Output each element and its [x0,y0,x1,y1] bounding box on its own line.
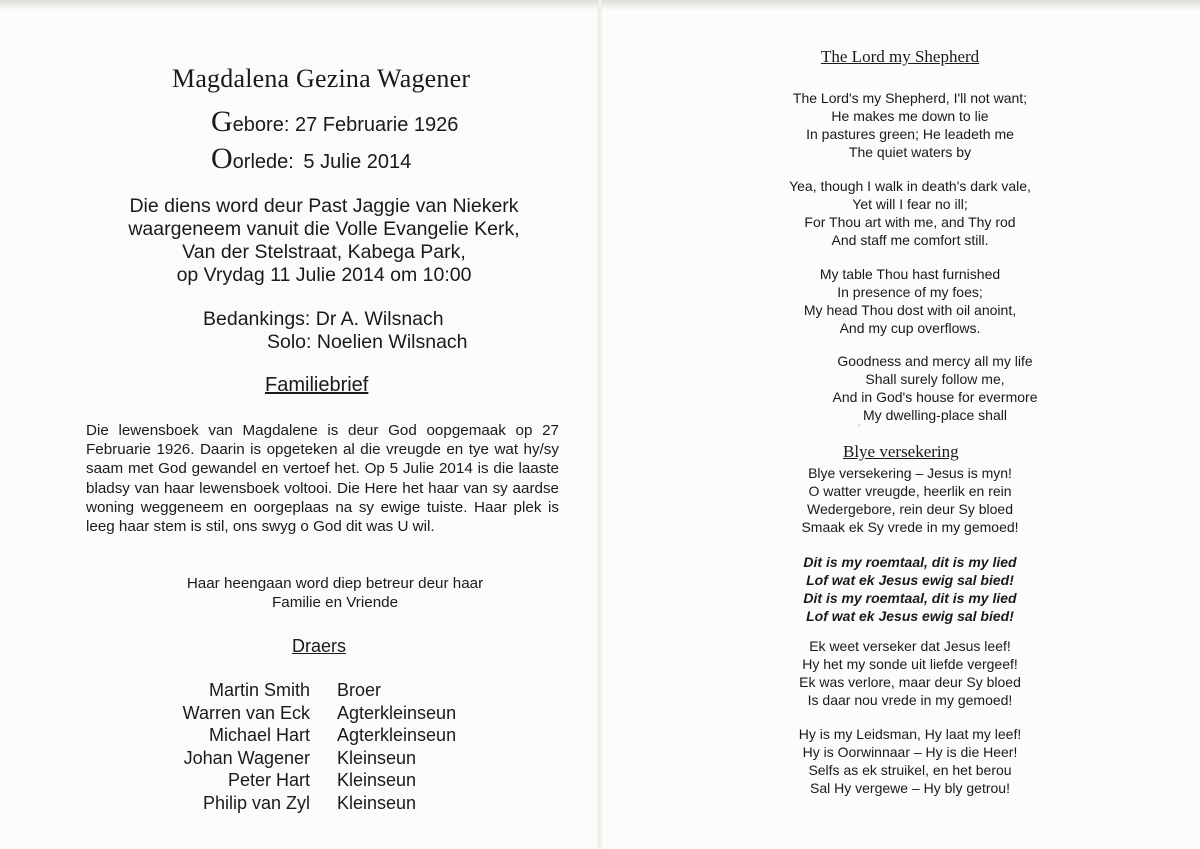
bearers-heading: Draers [292,636,347,656]
hymn-line: The Lord's my Shepherd, I'll not want; [792,90,1028,106]
hymn-line: In pastures green; He leadeth me [806,126,1014,142]
hymn-stanza [700,464,1120,536]
bearer-name: Michael Hart [208,725,310,746]
born-line [211,105,458,139]
hymn-line: Goodness and mercy all my life [837,353,1033,369]
born-label: Gebore: [211,105,290,138]
hymn-line: Ek was verlore, maar deur Sy bloed [799,674,1021,690]
bearer-relation: Agterkleinseun [337,725,457,746]
died-label: Oorlede: [211,142,294,175]
hymn-line: Dit is my roemtaal, dit is my lied [803,554,1017,570]
hymn1-title: The Lord my Shepherd [821,47,980,66]
hymn-line: Selfs as ek struikel, en het berou [808,762,1012,778]
bearer-relation: Kleinseun [337,793,417,813]
mourned-by [140,574,530,612]
hymn-line: The quiet waters by [848,144,972,160]
solo-label: Solo: [267,331,312,353]
mourned-line: Haar heengaan word diep betreur deur haar [186,575,484,592]
hymn-line: Yet will I fear no ill; [852,196,968,212]
thanks-row [203,308,444,331]
service-line: Die diens word deur Past Jaggie van Niekerk [129,195,519,217]
hymn-line: And in God's house for evermore [832,389,1038,405]
service-details [112,195,536,287]
bearer-name: Johan Wagener [183,747,310,768]
bearer-relation: Kleinseun [337,747,417,768]
hymn-line: In presence of my foes; [837,284,983,300]
hymn-line: Sal Hy vergewe – Hy bly getrou! [810,780,1010,796]
hymn-line: And staff me comfort still. [831,232,989,248]
solo-name: Noelien Wilsnach [316,331,468,353]
hymn-line: Hy is my Leidsman, Hy laat my leef! [798,726,1022,742]
hymn-line: Hy het my sonde uit liefde vergeef! [802,656,1018,672]
deceased-name: Magdalena Gezina Wagener [172,64,471,93]
bearer-relation: Agterkleinseun [337,702,457,723]
hymn-stanza [700,89,1120,161]
born-date: 27 Februarie 1926 [294,114,459,136]
hymn-line: Hy is Oorwinnaar – Hy is die Heer! [802,744,1018,760]
thanks-name: Dr A. Wilsnach [315,308,444,330]
hymn-stanza [725,352,1145,424]
bearer-name: Peter Hart [227,770,310,791]
hymn2-title: Blye versekering [843,442,959,461]
hymn-stanza [700,725,1120,797]
hymn-stanza [700,553,1120,625]
service-line: Van der Stelstraat, Kabega Park, [182,241,466,263]
hymn-stanza [700,265,1120,337]
bearer-name: Philip van Zyl [202,793,310,813]
page-fold [598,0,602,849]
hymn-line: Blye versekering – Jesus is myn! [808,465,1012,481]
family-letter-heading: Familiebrief [265,374,369,396]
hymn-line: My table Thou hast furnished [819,266,1001,282]
service-line: waargeneem vanuit die Volle Evangelie Kerk, [128,218,520,240]
decorative-mark: ‘ [858,423,861,434]
hymn-line: Shall surely follow me, [865,371,1005,387]
hymn-line: Wedergebore, rein deur Sy bloed [807,501,1013,517]
hymn-line: Smaak ek Sy vrede in my gemoed! [801,519,1019,535]
hymn-line: Dit is my roemtaal, dit is my lied [803,590,1017,606]
hymn-stanza [700,177,1120,249]
hymn-line: My head Thou dost with oil anoint, [803,302,1017,318]
hymn-line: For Thou art with me, and Thy rod [804,214,1016,230]
bearer-relation: Broer [337,680,382,700]
hymn-line: O watter vreugde, heerlik en rein [808,483,1012,499]
hymn-line: And my cup overflows. [839,320,981,336]
hymn-line: Lof wat ek Jesus ewig sal bied! [806,572,1014,588]
died-date: 5 Julie 2014 [303,151,412,173]
hymn-line: Lof wat ek Jesus ewig sal bied! [806,608,1014,624]
hymn-line: Is daar nou vrede in my gemoed! [807,692,1013,708]
hymn-stanza [700,637,1120,709]
bearer-name: Warren van Eck [182,702,310,723]
bearer-relation: Kleinseun [337,770,417,791]
thanks-label: Bedankings: [203,308,311,330]
bearer-name: Martin Smith [208,680,310,700]
hymn-line: Ek weet verseker dat Jesus leef! [809,638,1011,654]
family-letter-body: Die lewensboek van Magdalene is deur God oopgemaak op 27 Februarie 1926. Daarin is opgeteken al die vreugde en tye wat hy/sy saam met God gewandel en vertoef het. Op 5 Julie 2014 is die laaste bladsy van haar lewensboek voltooi. Die Here het haar van sy aardse woning weggeneem en oorgeplaas na sy ewige tuiste. Haar plek is leeg haar stem is stil, ons swyg o God dit was U wil. [86,422,559,536]
solo-row [267,331,468,354]
hymn-line: He makes me down to lie [831,108,989,124]
service-line: op Vrydag 11 Julie 2014 om 10:00 [176,264,472,286]
hymn-line: My dwelling-place shall [863,407,1007,423]
mourned-line: Familie en Vriende [271,594,399,611]
died-line [211,142,411,176]
hymn-line: Yea, though I walk in death's dark vale, [789,178,1031,194]
